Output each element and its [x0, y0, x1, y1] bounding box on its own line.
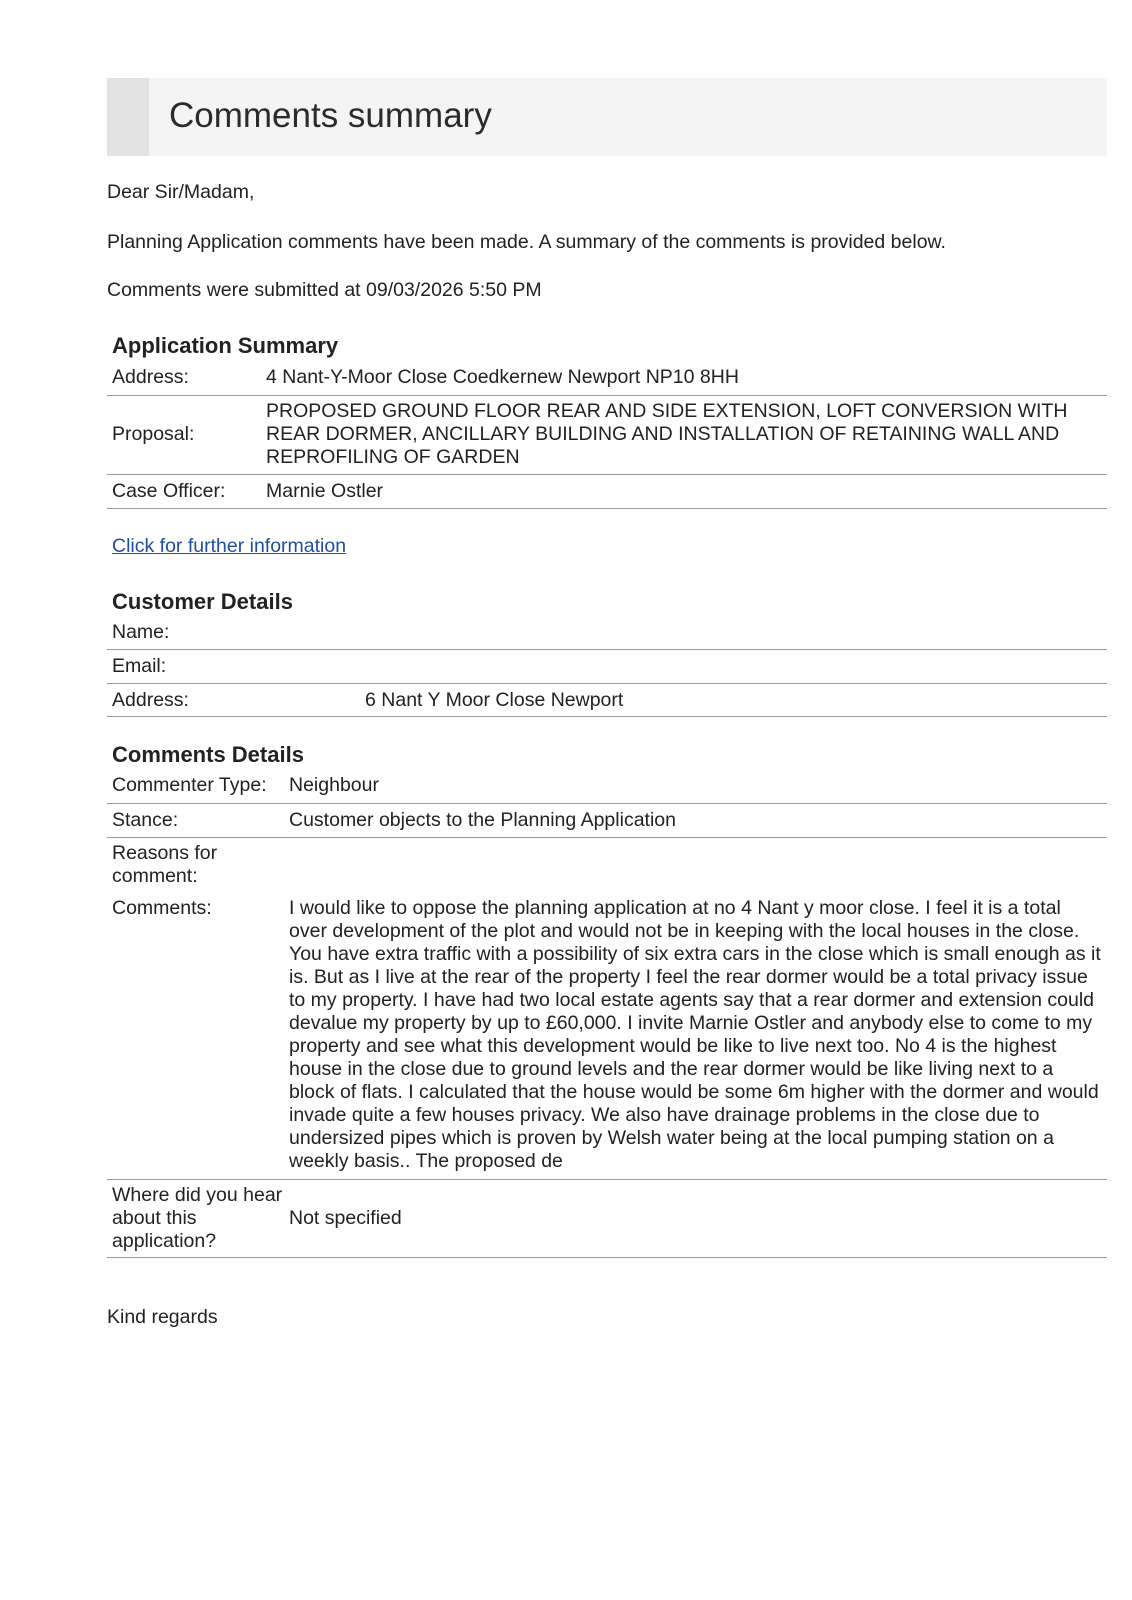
case-officer-value: Marnie Ostler	[266, 474, 1107, 508]
stance-value: Customer objects to the Planning Application	[289, 803, 1107, 837]
commenter-type-value: Neighbour	[289, 769, 1107, 803]
further-info-link[interactable]: Click for further information	[112, 534, 347, 557]
name-value	[365, 616, 1107, 650]
address-label: Address:	[107, 360, 266, 395]
table-row	[107, 360, 1107, 395]
customer-address-value: 6 Nant Y Moor Close Newport	[365, 684, 1107, 717]
email-value	[365, 650, 1107, 684]
greeting: Dear Sir/Madam,	[107, 181, 255, 203]
hear-about-label: Where did you hear about this application?	[107, 1180, 289, 1258]
intro-text: Planning Application comments have been made. A summary of the comments is provided below.	[107, 231, 946, 253]
application-summary-table	[107, 360, 1107, 509]
hear-about-value: Not specified	[289, 1180, 1107, 1258]
application-summary-heading: Application Summary	[112, 333, 339, 358]
comments-label: Comments:	[107, 893, 289, 1180]
comments-details-heading: Comments Details	[112, 742, 304, 767]
page-title: Comments summary	[169, 96, 492, 135]
title-bar	[107, 78, 1107, 156]
table-row	[107, 803, 1107, 837]
address-value: 4 Nant-Y-Moor Close Coedkernew Newport NP10 8HH	[266, 360, 1107, 395]
table-row	[107, 893, 1107, 1180]
stance-label: Stance:	[107, 803, 289, 837]
proposal-value: PROPOSED GROUND FLOOR REAR AND SIDE EXTENSION, LOFT CONVERSION WITH REAR DORMER, ANCILLARY BUILDING AND INSTALLATION OF RETAINING WALL AND REPROFILING OF GARDEN	[266, 395, 1107, 474]
email-label: Email:	[107, 650, 365, 684]
reasons-label: Reasons for comment:	[112, 842, 218, 888]
closing-text: Kind regards	[107, 1306, 218, 1328]
comments-details-table	[107, 769, 1107, 1258]
customer-details-table	[107, 616, 1107, 718]
proposal-label: Proposal:	[107, 395, 266, 474]
name-label: Name:	[107, 616, 365, 650]
table-row	[107, 616, 1107, 650]
table-row	[107, 395, 1107, 474]
case-officer-label: Case Officer:	[107, 474, 266, 508]
table-row	[107, 769, 1107, 803]
table-row	[107, 474, 1107, 508]
customer-address-label: Address:	[107, 684, 365, 717]
customer-details-heading: Customer Details	[112, 588, 293, 614]
table-row	[107, 684, 1107, 717]
comments-value: I would like to oppose the planning application at no 4 Nant y moor close. I feel it is a total over development of the plot and would not be in keeping with the local houses in the close. You have extra traffic with a possibility of six extra cars in the close which is small enough as it is. But as I live at the rear of the property I feel the rear dormer would be a total privacy issue to my property. I have had two local estate agents say that a rear dormer and extension could devalue my property by up to £60,000. I invite Marnie Ostler and anybody else to come to my property and see what this development would be like to live next too. No 4 is the highest house in the close due to ground levels and the rear dormer would be like living next to a block of flats. I calculated that the house would be some 6m higher with the dormer and would invade quite a few houses privacy. We also have drainage problems in the close due to undersized pipes which is proven by Welsh water being at the local pumping station on a weekly basis.. The proposed de	[289, 893, 1107, 1180]
table-row	[107, 1180, 1107, 1258]
reasons-value	[289, 837, 1107, 893]
title-accent-bar	[107, 78, 149, 156]
submitted-time: Comments were submitted at 09/03/2026 5:50 PM	[107, 279, 542, 301]
comments-summary-page	[107, 78, 1107, 1329]
table-row	[107, 650, 1107, 684]
commenter-type-label: Commenter Type:	[107, 769, 289, 803]
table-row	[107, 837, 1107, 893]
